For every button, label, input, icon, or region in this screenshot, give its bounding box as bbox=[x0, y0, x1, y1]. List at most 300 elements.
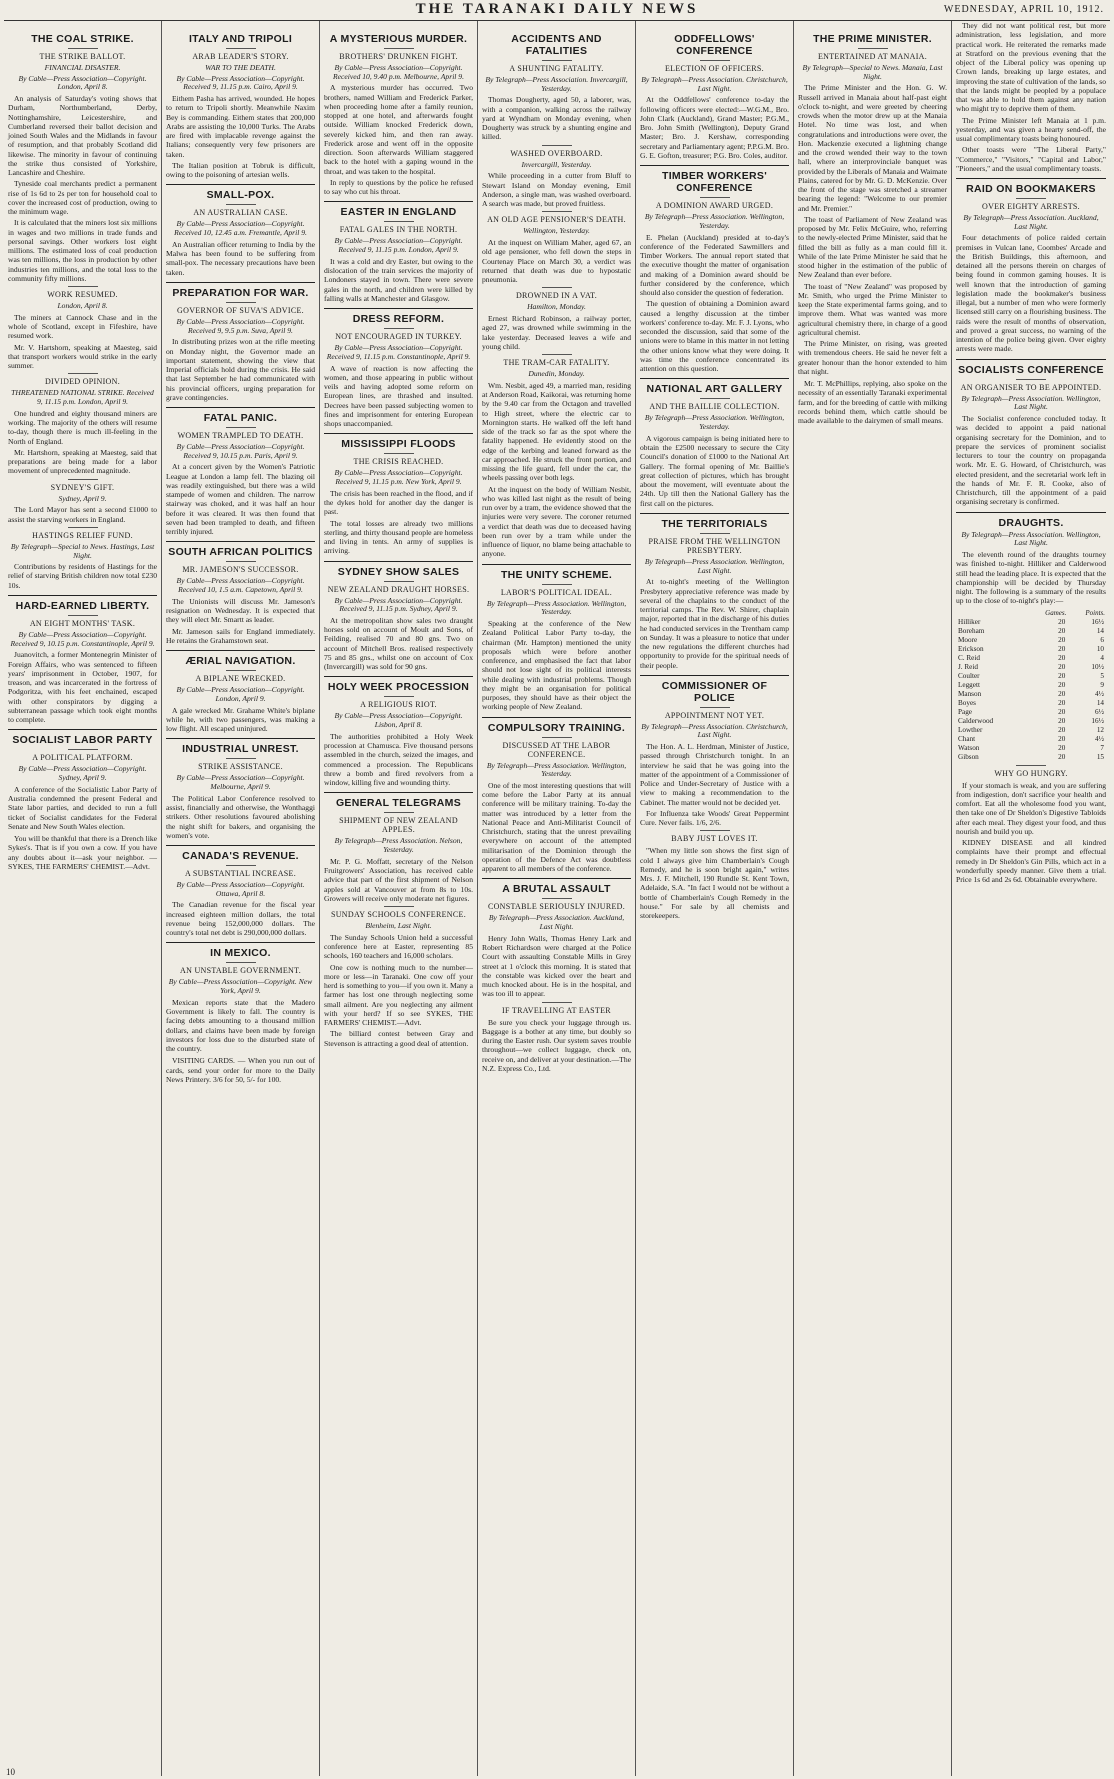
article-dateline: THREATENED NATIONAL STRIKE. Received 9, 11.15 p.m. London, April 9. bbox=[11, 388, 154, 407]
table-cell: 20 bbox=[1058, 680, 1066, 689]
article-dateline: By Telegraph—Press Association. Wellington, Last Night. bbox=[961, 393, 1101, 412]
article-headline: SYDNEY SHOW SALES bbox=[324, 561, 473, 578]
article-paragraph: At to-night's meeting of the Wellington Presbytery appreciative reference was made by several of the chaplains to the conduct of the territorial camps. The Rev. W. Shirer, chaplain major, reported that in the discharge of his duties he had conducted services in the Trentham camp on Sunday. It was a pleasure to notice that under the new regulations the different churches had opportunity to provide for the spiritual needs of their people. bbox=[640, 577, 789, 670]
table-row bbox=[956, 636, 1106, 645]
article-paragraph: You will be thankful that there is a Drench like Sykes's. That is if you own a cow. If you have any doubts about it—ask your neighbor. —SYKES, THE FARMERS' CHEMIST.—Advt. bbox=[8, 834, 157, 871]
table-cell: 4 bbox=[1100, 653, 1104, 662]
table-cell: J. Reid bbox=[958, 662, 978, 671]
table-cell: 20 bbox=[1058, 662, 1066, 671]
table-cell: 16½ bbox=[1091, 716, 1104, 725]
article-dateline: By Cable—Press Association—Copyright. Received 10, 1.5 a.m. Capetown, April 9. bbox=[176, 576, 305, 595]
table-cell: 12 bbox=[1096, 725, 1104, 734]
article-dateline: By Telegraph—Press Association. Auckland, Last Night. bbox=[963, 213, 1099, 231]
table-cell: 15 bbox=[1096, 752, 1104, 761]
table-cell: 10 bbox=[1096, 644, 1104, 653]
article-headline: FATAL PANIC. bbox=[166, 407, 315, 424]
article-dateline: By Cable—Press Association—Copyright. Received 9, 10.15 p.m. Paris, April 9. bbox=[176, 442, 305, 460]
article-headline: ACCIDENTS AND FATALITIES bbox=[511, 33, 602, 57]
table-cell: Chant bbox=[958, 734, 976, 743]
masthead-date: WEDNESDAY, APRIL 10, 1912. bbox=[943, 4, 1104, 15]
article-paragraph: The question of obtaining a Dominion award caused a lengthy discussion at the timber workers' conference to-day. Mr. F. J. Lyons, who seconded the discussion, said that some of the unions were to blame in this matter in not letting the other unions know what they were doing. It was time the conference concentrated its attention on this question. bbox=[640, 299, 789, 374]
article-paragraph: Mr. P. G. Moffatt, secretary of the Nelson Fruitgrowers' Association, has received cable advice that part of the first shipment of Nelson apples sold at Vancouver at from 8s to 10s. Growers will receive only moderate net figures. bbox=[324, 856, 473, 903]
article bbox=[8, 595, 157, 724]
article bbox=[956, 21, 1106, 173]
article bbox=[8, 527, 157, 590]
article bbox=[8, 479, 157, 524]
column-2 bbox=[162, 21, 320, 1776]
article-subheading: A BIPLANE WRECKED. bbox=[166, 670, 315, 683]
table-cell: 16½ bbox=[1091, 617, 1104, 626]
table-row bbox=[956, 699, 1106, 708]
article-paragraph: A vigorous campaign is being initiated here to obtain the £2500 necessary to secure the City Council's donation of £1000 to the National Art Gallery. The formal opening of Mr. Baillie's great collection of pictures, which has brought about the movement, will eventuate about the 24th. Up till then the National Gallery has the first call on the pictures. bbox=[640, 433, 789, 508]
article bbox=[482, 287, 631, 351]
article-dateline: By Cable—Press Association—Copyright. Sydney, April 9. bbox=[18, 764, 147, 783]
article-dateline: Hamilton, Monday. bbox=[527, 302, 586, 312]
article-dateline: By Telegraph—Press Association. Christchurch, Last Night. bbox=[641, 721, 788, 740]
article-paragraph: The toast of Parliament of New Zealand was proposed by Mr. Felix McGuire, who, referring to the newly-elected Prime Minister, said that he filled the bill as fully as a man could fill it. While of the late Prime Minister he said that he stood higher in the estimation of the public of New Zealand than ever before. bbox=[798, 214, 947, 280]
article-headline: INDUSTRIAL UNREST. bbox=[166, 738, 315, 755]
article bbox=[640, 378, 789, 507]
article bbox=[324, 201, 473, 303]
article bbox=[482, 29, 631, 142]
article-subheading: BABY JUST LOVES IT. bbox=[640, 830, 789, 843]
article bbox=[798, 379, 947, 425]
article-subheading: ARAB LEADER'S STORY. bbox=[166, 48, 315, 61]
article-paragraph: The Canadian revenue for the fiscal year increased eighteen million dollars, the total revenue being 152,000,000 dollars. The country's total net debt is 290,000,000 dollars. bbox=[166, 900, 315, 938]
table-cell: 9 bbox=[1100, 680, 1104, 689]
article bbox=[166, 942, 315, 1053]
table-cell: 20 bbox=[1058, 689, 1066, 698]
article-headline: GENERAL TELEGRAMS bbox=[324, 792, 473, 809]
table-cell: Watson bbox=[958, 743, 980, 752]
article-paragraph: The Political Labor Conference resolved to assist, financially and otherwise, the Wonthaggi strikers. Other resolutions favoured abolishing the night shift for bakers, and organising the women's vote. bbox=[166, 793, 315, 840]
article-headline: COMPULSORY TRAINING. bbox=[482, 717, 631, 734]
article-paragraph: E. Phelan (Auckland) presided at to-day's conference of the Federated Sawmillers and Timber Workers. The annual report stated that the executive thought the matter of organisation and making of a Dominion award should be further considered by the conference, which should also consider the question of federation. bbox=[640, 232, 789, 298]
article bbox=[166, 407, 315, 536]
table-cell: 20 bbox=[1058, 725, 1066, 734]
article-paragraph: While proceeding in a cutter from Bluff to Stewart Island on Monday evening, Emil Anderson, a single man, was washed overboard. A search was made, but proved fruitless. bbox=[482, 171, 631, 209]
article-paragraph: They did not want political rest, but more administration, less legislation, and more practical work. He reiterated the remarks made at Stratford on the previous evening that the object of the Liberal policy was opening up Crown lands, breaking up large estates, and improving the state of cultivation of the lands, so that the lands might be peopled by a populace that was able to hold them against any nation who might try to deprive them of them. bbox=[956, 21, 1106, 114]
article bbox=[8, 834, 157, 871]
article-paragraph: "When my little son shows the first sign of cold I always give him Chamberlain's Cough Remedy, and he is soon bright again," writes Mrs. J. F. Mitchell, 190 Rundle St. Kent Town, Adelaide, S.A. "In fact I would not be without a bottle of Chamberlain's Cough Remedy in the house." For sale by all chemists and storekeepers. bbox=[640, 846, 789, 921]
article-subheading: WOMEN TRAMPLED TO DEATH. bbox=[166, 427, 315, 440]
table-header-cell bbox=[956, 608, 1026, 618]
article-paragraph: At the Oddfellows' conference to-day the following officers were elected:—W.G.M., Bro. John Clark (Auckland), Grand Master; P.G.M., Bro. John Smith (Wellington), Deputy Grand Master; Bro. J. Kershaw, corresponding secretary and Parliamentary agent; P.P.G.M. Bro. G. E. Gofton, treasurer; P.G. Bro. Coles, auditor. bbox=[640, 95, 789, 160]
article bbox=[166, 650, 315, 733]
article bbox=[482, 564, 631, 712]
article-dateline: By Telegraph—Special to News. Manaia, Last Night. bbox=[802, 63, 943, 81]
article-subheading: OVER EIGHTY ARRESTS. bbox=[956, 198, 1106, 211]
table-row bbox=[956, 654, 1106, 663]
article-paragraph: Mr. Jameson sails for England immediately. He retains the Grahamstown seat. bbox=[166, 626, 315, 645]
article-headline: A BRUTAL ASSAULT bbox=[482, 878, 631, 895]
table-cell: 20 bbox=[1058, 716, 1066, 725]
article-dateline: By Telegraph—Press Association. Auckland, Last Night. bbox=[488, 913, 625, 932]
article-dateline: London, April 8. bbox=[57, 301, 108, 311]
article-paragraph: The crisis has been reached in the flood, and if the dykes hold for another day the danger is past. bbox=[324, 488, 473, 517]
article-paragraph: VISITING CARDS. — When you run out of cards, send your order for more to the Daily News Printery. 3/6 for 50, 5/- for 100. bbox=[166, 1056, 315, 1084]
table-cell: 20 bbox=[1058, 698, 1066, 707]
article-paragraph: Be sure you check your luggage through us. Baggage is a bother at any time, but doubly so during the Easter rush. Our system saves trouble throughout—we collect luggage, check on, receive on, and deliver at your destination.—The N.Z. Express Co., Ltd. bbox=[482, 1017, 631, 1073]
article-dateline: By Cable—Press Association—Copyright. Received 9, 11.15 p.m. London, April 9. bbox=[334, 236, 463, 255]
article-paragraph: The Socialist conference concluded today. It was decided to appoint a paid national organising secretary for the Dominion, and to prepare the services of prominent socialist lecturers to tour the country on propaganda work. Mr. E. G. Howard, of Christchurch, was elected president, and the secretarial work left in the hands of Mr. F. R. Cooke, also of Christchurch, till the appointment of a paid organising secretary is confirmed. bbox=[956, 414, 1106, 507]
article-subheading: LABOR'S POLITICAL IDEAL. bbox=[482, 584, 631, 597]
article-paragraph: At the inquest on the body of William Nesbit, who was killed last night as the result of being run over by a tram, the evidence showed that the injuries were very severe. The coroner returned a verdict that death was due to deceased having been run over by a tram while under the influence of liquor, no blame being attachable to anyone. bbox=[482, 484, 631, 559]
article-paragraph: Speaking at the conference of the New Zealand Political Labor Party to-day, the chairman (Mr. Hampton) mentioned the unity proposals which were before another conference, and emphasised the fact that labor should not lose sight of its political interests while dealing with industrial problems. Though they might be an organisation for political purposes, they should have as their object the working people of New Zealand. bbox=[482, 619, 631, 712]
article-dateline: Dunedin, Monday. bbox=[528, 369, 585, 379]
article-dateline: Sydney, April 9. bbox=[58, 493, 107, 503]
table-cell: 10½ bbox=[1091, 662, 1104, 671]
article bbox=[8, 286, 157, 370]
article-dateline: By Cable—Press Association—Copyright. New York, April 9. bbox=[168, 977, 313, 996]
article-paragraph: KIDNEY DISEASE and all kindred complaints have their prompt and effectual remedy in Dr Sheldon's Gin Pills, which act in a wonderfully speedy manner. Give them a trial. Price 1s 6d and 2s 6d. Obtainable everywhere. bbox=[956, 838, 1106, 885]
article bbox=[166, 184, 315, 276]
article-headline: HARD-EARNED LIBERTY. bbox=[8, 595, 157, 612]
article bbox=[956, 178, 1106, 354]
article-subheading: AN UNSTABLE GOVERNMENT. bbox=[166, 962, 315, 975]
article bbox=[956, 512, 1106, 762]
table-cell: Moore bbox=[958, 635, 978, 644]
article-paragraph: A gale wrecked Mr. Grahame White's biplane while he, with two passengers, was making a low flight. All escaped uninjured. bbox=[166, 705, 315, 734]
article-paragraph: The authorities prohibited a Holy Week procession at Chamusca. Five thousand persons assembled in the church, seized the images, and commenced a procession. The Republicans threw a bomb and fired revolvers from a window, killing five and wounding thirty. bbox=[324, 731, 473, 788]
article-dateline: By Cable—Press Association—Copyright. London, April 8. bbox=[18, 73, 147, 92]
article-dateline: By Telegraph—Press Association. Wellington, Yesterday. bbox=[644, 212, 785, 230]
article-paragraph: The total losses are already two millions sterling, and thirty thousand people are homeless and living in tents. An army of supplies is arriving. bbox=[324, 518, 473, 556]
table-cell: Erickson bbox=[958, 644, 984, 653]
article-dateline: By Cable—Press Association—Copyright. Received 9, 11.15 p.m. Sydney, April 9. bbox=[334, 595, 463, 614]
article-subheading: STRIKE ASSISTANCE. bbox=[166, 758, 315, 771]
article-paragraph: In reply to questions by the police he refused to say who cut his throat. bbox=[324, 177, 473, 197]
table-row bbox=[956, 681, 1106, 690]
article bbox=[166, 541, 315, 645]
article-paragraph: Mr. Hartshorn, speaking at Maesteg, said that preparations are being made for a labor movement of unprecedented magnitude. bbox=[8, 447, 157, 476]
article bbox=[324, 561, 473, 672]
table-cell: Page bbox=[958, 707, 972, 716]
table-row bbox=[956, 627, 1106, 636]
article-paragraph: The eleventh round of the draughts tourney was finished to-night. Hilliker and Calderwood still head the leading place. It is expected that the championship will be decided by Thursday night. The following is a summary of the results up to the close of to-night's play:— bbox=[956, 550, 1106, 606]
article-headline: PREPARATION FOR WAR. bbox=[166, 282, 315, 299]
article-paragraph: An Australian officer returning to India by the Malwa has been found to be suffering from small-pox. The necessary precautions have been taken. bbox=[166, 239, 315, 277]
table-header-cell: Points. bbox=[1085, 608, 1105, 617]
article-headline: THE COAL STRIKE. bbox=[31, 33, 134, 45]
table-cell: 20 bbox=[1058, 635, 1066, 644]
article-paragraph: Mr. V. Hartshorn, speaking at Maesteg, said that transport workers would strike in the early summer. bbox=[8, 342, 157, 371]
article bbox=[640, 830, 789, 920]
article-subheading: SUNDAY SCHOOLS CONFERENCE. bbox=[324, 906, 473, 919]
article-subheading: A SUBSTANTIAL INCREASE. bbox=[166, 865, 315, 878]
article bbox=[640, 165, 789, 373]
article-paragraph: The Prime Minister left Manaia at 1 p.m. yesterday, and was given a hearty send-off, the usual complimentary toasts being honoured. bbox=[956, 115, 1106, 143]
article-subheading: DROWNED IN A VAT. bbox=[482, 287, 631, 300]
article bbox=[324, 308, 473, 428]
table-row bbox=[956, 618, 1106, 627]
article-subheading: ELECTION OF OFFICERS. bbox=[640, 60, 789, 73]
article-subheading: AN ORGANISER TO BE APPOINTED. bbox=[956, 379, 1106, 392]
article-headline: THE UNITY SCHEME. bbox=[482, 564, 631, 581]
article-subheading: AN OLD AGE PENSIONER'S DEATH. bbox=[482, 211, 631, 224]
article-subheading: DISCUSSED AT THE LABOR CONFERENCE. bbox=[482, 737, 631, 759]
article-dateline: By Telegraph—Press Association. Wellington, Yesterday. bbox=[486, 760, 627, 779]
article-paragraph: An analysis of Saturday's voting shows that Durham, Northumberland, Derby, Nottinghamshire, Leicestershire, and Cumberland reversed their ballot decision and joined South Wales and the Midlands in favour of resumption, and that probably Scotland did likewise. The minority in favour of continuing the strike thus consisted of Yorkshire, Lancashire and Cheshire. bbox=[8, 94, 157, 178]
table-cell: 20 bbox=[1058, 752, 1066, 761]
article-dateline: FINANCIAL DISASTER. bbox=[44, 63, 121, 72]
article-headline: THE TERRITORIALS bbox=[640, 513, 789, 530]
article bbox=[166, 738, 315, 840]
article-paragraph: Wm. Nesbit, aged 49, a married man, residing at Anderson Road, Kaikorai, was returning home by the 9.40 car from the Octagon and travelled to High street, where the electric car to Mornington starts. He walked off the left hand side of the track so far as the spot where the fatality happened. He evidently stood on the edge of the kerbing and leaned forward as the car approached. He struck the front portion, and missing the life guard, fell under the car, the wheels passing over both legs. bbox=[482, 380, 631, 483]
article-paragraph: The Prime Minister, on rising, was greeted with tremendous cheers. He said he never felt a greater honour than the honor extended to him that night. bbox=[798, 339, 947, 376]
article bbox=[166, 29, 315, 179]
article-subheading: IF TRAVELLING AT EASTER bbox=[482, 1002, 631, 1015]
article bbox=[640, 29, 789, 160]
article-paragraph: Juanovitch, a former Montenegrin Minister of Foreign Affairs, who was sentenced to fifteen years' imprisonment in October, 1907, for treason, and was incarcerated in the fortress of Podgoritza, with his feet enchained, escaped with other conspirators by digging a subterranean passage which took eight months to complete. bbox=[8, 650, 157, 725]
column-7 bbox=[952, 21, 1110, 1776]
article-subheading: PRAISE FROM THE WELLINGTON PRESBYTERY. bbox=[640, 533, 789, 555]
article bbox=[166, 1056, 315, 1084]
columns bbox=[4, 21, 1110, 1776]
article-subheading: A SHUNTING FATALITY. bbox=[482, 60, 631, 73]
article-paragraph: In distributing prizes won at the rifle meeting on Monday night, the Governor made an important statement, showing the view that Imperial officials hold during the crisis. He said that last September he had communicated with his provincial officers, urging preparation for grave contingencies. bbox=[166, 337, 315, 402]
article-dateline: By Cable—Press Association—Copyright. Received 10, 12.45 a.m. Fremantle, April 9. bbox=[174, 219, 307, 238]
article-headline: SOCIALISTS CONFERENCE bbox=[956, 359, 1106, 376]
article-paragraph: Other toasts were "The Liberal Party," "Commerce," "Visitors," "Capital and Labor," "Pioneers," and the usual complimentary toasts. bbox=[956, 145, 1106, 173]
article-paragraph: The Prime Minister and the Hon. G. W. Russell arrived in Manaia about half-past eight o'clock to-night, and were greeted by cheering crowds when the motor drew up at the Manaia Hotel. No time was lost, and when congratulations and introductions were over, the Hon. Mackenzie executed a lightning change and the crowd wended their way to the town hall, where an interprovinciale banquet was provided by the Liberals of Manaia and Waimate Plains, catered for by Mr. G. D. McKenzie. Over the front of the stage was stretched a streamer bearing the legend: "Welcome to our premier and Mr. Premier." bbox=[798, 83, 947, 213]
article-paragraph: The toast of "New Zealand" was proposed by Mr. Smith, who urged the Prime Minister to keep the State experimental farms going, and to improve them. What was wanted was more agricultural chemistry there, in charge of a good agricultural chemist. bbox=[798, 281, 947, 337]
table-cell: 14 bbox=[1096, 626, 1104, 635]
article bbox=[482, 145, 631, 209]
table-cell: 6½ bbox=[1095, 707, 1104, 716]
article-paragraph: Four detachments of police raided certain premises in Vulcan lane, Coombes' Arcade and the British Buildings, this afternoon, and detained all the persons therein on charges of being found in common gaming houses. It is well known that the introduction of gaming legislation made the bookmaker's business illegal, but a number of men who were formerly licensed still carry on a flourishing business. The raids were the result of months of observation, and proved a great success, no warning of the intention of the police being given. Over eighty arrests were made. bbox=[956, 233, 1106, 354]
table-row bbox=[956, 726, 1106, 735]
article-paragraph: If your stomach is weak, and you are suffering from indigestion, don't sacrifice your health and comfort. Eat all the wholesome food you want, then take one of Dr Sheldon's Digestive Tabloids after each meal. They digest your food, and thus nourish and build you up. bbox=[956, 780, 1106, 836]
table-cell: 20 bbox=[1058, 626, 1066, 635]
table-cell: 4½ bbox=[1095, 689, 1104, 698]
article-subheading: FATAL GALES IN THE NORTH. bbox=[324, 221, 473, 234]
article-paragraph: It is calculated that the miners lost six millions in wages and two millions in trade funds and personal savings. Other workers lost eight millions. The estimated loss of coal production was ten millions, the loss in production by other industries ten millions, and the total loss to the community fifty millions. bbox=[8, 218, 157, 283]
article-dateline: By Telegraph—Press Association. Wellington, Yesterday. bbox=[486, 598, 627, 617]
article-subheading: AND THE BAILLIE COLLECTION. bbox=[640, 398, 789, 411]
article bbox=[956, 765, 1106, 885]
masthead bbox=[4, 0, 1110, 21]
table-cell: 20 bbox=[1058, 671, 1066, 680]
article-subheading: ENTERTAINED AT MANAIA. bbox=[798, 48, 947, 61]
table-cell: Boyes bbox=[958, 698, 976, 707]
article-subheading: AN AUSTRALIAN CASE. bbox=[166, 204, 315, 217]
table-row bbox=[956, 735, 1106, 744]
article-paragraph: At a concert given by the Women's Patriotic League at London a lamp fell. The blazing oil was readily extinguished, but there was a wild stampede of women and children. The narrow stairway was choked, and it was half an hour before it was cleared. It was then found that seven had been trampled to death, and fifteen terribly injured. bbox=[166, 462, 315, 537]
article-subheading: DIVIDED OPINION. bbox=[8, 373, 157, 386]
draughts-results-table bbox=[956, 608, 1106, 762]
article bbox=[482, 717, 631, 874]
article-subheading: THE CRISIS REACHED. bbox=[324, 453, 473, 466]
article-subheading: A RELIGIOUS RIOT. bbox=[324, 696, 473, 709]
article-dateline: Blenheim, Last Night. bbox=[365, 921, 432, 931]
article bbox=[8, 373, 157, 475]
table-row bbox=[956, 744, 1106, 753]
article-headline: HOLY WEEK PROCESSION bbox=[324, 676, 473, 693]
column-5 bbox=[636, 21, 794, 1776]
article-dateline: By Telegraph—Special to News. Hastings, Last Night. bbox=[10, 541, 155, 560]
table-row bbox=[956, 717, 1106, 726]
table-row bbox=[956, 708, 1106, 717]
article-dateline: By Cable—Press Association—Copyright. Melbourne, April 9. bbox=[176, 773, 305, 792]
article-headline: DRESS REFORM. bbox=[324, 308, 473, 325]
table-cell: Hilliker bbox=[958, 617, 981, 626]
article bbox=[798, 29, 947, 376]
article-paragraph: A conference of the Socialistic Labor Party of Australia condemned the present Federal and State labor parties, and decided to run a full ticket of Socialist candidates for the Federal Senate and New South Wales election. bbox=[8, 784, 157, 831]
table-cell: Coulter bbox=[958, 671, 980, 680]
article bbox=[324, 676, 473, 787]
article-paragraph: One hundred and eighty thousand miners are working. The majority of the others will resume to-day, though there is much ill-feeling in the North of England. bbox=[8, 408, 157, 446]
article-dateline: By Telegraph—Press Association. Christchurch, Last Night. bbox=[641, 75, 788, 93]
article-paragraph: Ernest Richard Robinson, a railway porter, aged 27, was drowned while swimming in the lake yesterday. Deceased leaves a wife and young child. bbox=[482, 314, 631, 351]
article bbox=[324, 433, 473, 555]
table-header-cell: Games. bbox=[1045, 608, 1067, 617]
article-dateline: By Telegraph—Press Association. Wellington, Last Night. bbox=[961, 529, 1101, 548]
article-headline: MISSISSIPPI FLOODS bbox=[324, 433, 473, 450]
article-paragraph: Thomas Dougherty, aged 50, a laborer, was, with a companion, walking across the railway yard at Wyndham on Monday evening, when Dougherty was struck by a shunting engine and killed. bbox=[482, 95, 631, 142]
column-6 bbox=[794, 21, 952, 1776]
column-3 bbox=[320, 21, 478, 1776]
article-dateline: By Cable—Press Association—Copyright. Received 9, 9.5 p.m. Suva, April 9. bbox=[176, 316, 305, 335]
article-dateline: By Cable—Press Association—Copyright. Ottawa, April 8. bbox=[176, 880, 305, 898]
article-subheading: WORK RESUMED. bbox=[8, 286, 157, 299]
article bbox=[324, 29, 473, 196]
article bbox=[324, 906, 473, 1048]
article-paragraph: It was a cold and dry Easter, but owing to the dislocation of the train services the majority of Londoners stayed in town. There were severe gales in the north, and children were killed by falling walls at Manchester and Glasgow. bbox=[324, 256, 473, 303]
article-paragraph: A wave of reaction is now affecting the women, and those appearing in public without veils and having adopted some reform on European lines, are thrashed and insulted. Decrees have been passed subjecting women to fines and imprisonment for entering European shops unaccompanied. bbox=[324, 363, 473, 429]
article bbox=[956, 359, 1106, 507]
article bbox=[640, 513, 789, 670]
table-cell: 20 bbox=[1058, 743, 1066, 752]
article-subheading: SYDNEY'S GIFT. bbox=[8, 479, 157, 492]
article-headline: SOCIALIST LABOR PARTY bbox=[8, 729, 157, 746]
article-headline: ITALY AND TRIPOLI bbox=[188, 33, 293, 45]
article-paragraph: The Sunday Schools Union held a successful conference here at Easter, representing 85 schools, 160 teachers and 16,000 scholars. bbox=[324, 932, 473, 961]
article-dateline: By Telegraph—Press Association. Wellington, Last Night. bbox=[644, 556, 785, 575]
table-cell: 14 bbox=[1096, 698, 1104, 707]
article bbox=[8, 29, 157, 283]
article-dateline: Invercargill, Yesterday. bbox=[521, 159, 592, 169]
table-cell: 20 bbox=[1058, 734, 1066, 743]
article-headline: DRAUGHTS. bbox=[956, 512, 1106, 529]
table-row bbox=[956, 663, 1106, 672]
masthead-title: THE TARANAKI DAILY NEWS bbox=[415, 1, 699, 17]
table-cell: Leggett bbox=[958, 680, 980, 689]
article-dateline: By Telegraph—Press Association. Nelson, Yesterday. bbox=[334, 836, 463, 855]
article-dateline: WAR TO THE DEATH. bbox=[205, 63, 276, 72]
article-dateline: By Cable—Press Association—Copyright. Received 9, 11.15 p.m. New York, April 9. bbox=[334, 468, 463, 487]
article-subheading: AN EIGHT MONTHS' TASK. bbox=[8, 615, 157, 628]
article-subheading: APPOINTMENT NOT YET. bbox=[640, 707, 789, 720]
table-cell: Gibson bbox=[958, 752, 979, 761]
article-dateline: By Cable—Press Association—Copyright. London, April 9. bbox=[176, 685, 305, 703]
article-headline: IN MEXICO. bbox=[166, 942, 315, 959]
article-paragraph: The Unionists will discuss Mr. Jameson's resignation on Wednesday. It is expected that they will elect Mr. Smartt as leader. bbox=[166, 596, 315, 625]
table-cell: Boreham bbox=[958, 626, 985, 635]
article bbox=[8, 729, 157, 831]
table-cell: C. Reid bbox=[958, 653, 980, 662]
article-subheading: NOT ENCOURAGED IN TURKEY. bbox=[324, 328, 473, 341]
table-row bbox=[956, 645, 1106, 654]
table-row bbox=[956, 753, 1106, 762]
article-subheading: HASTINGS RELIEF FUND. bbox=[8, 527, 157, 540]
article bbox=[482, 211, 631, 284]
article-subheading: NEW ZEALAND DRAUGHT HORSES. bbox=[324, 581, 473, 594]
article-subheading: WASHED OVERBOARD. bbox=[482, 145, 631, 158]
article-paragraph: Henry John Walls, Thomas Henry Lark and Robert Richardson were charged at the Police Court with assaulting Constable Mills in Grey street at 1 o'clock this morning. It is stated that the constable was kicked over the heart and much knocked about. He is in the hospital, and was too ill to appear. bbox=[482, 933, 631, 999]
article-paragraph: A mysterious murder has occurred. Two brothers, named William and Frederick Parker, when proceeding home after a family reunion, stopped at one hotel, and afterwards fought outside. William knocked Frederick down, severely kicked him, and then ran away. Frederick arose and went off in the opposite direction. Soon afterwards William staggered back to the hotel with a gaping wound in the throat, and was taken to the hospital. bbox=[324, 83, 473, 176]
article-paragraph: At the inquest on William Maher, aged 67, an old age pensioner, who fell down the steps in Courtenay Place on March 30, a verdict was returned that death was due to hypostatic pneumonia. bbox=[482, 238, 631, 285]
article-dateline: By Telegraph—Press Association. Wellington, Yesterday. bbox=[644, 413, 785, 432]
article-headline: NATIONAL ART GALLERY bbox=[640, 378, 789, 395]
article-subheading: SHIPMENT OF NEW ZEALAND APPLES. bbox=[324, 812, 473, 834]
article-headline: ÆRIAL NAVIGATION. bbox=[166, 650, 315, 667]
table-row bbox=[956, 672, 1106, 681]
article-paragraph: Tyneside coal merchants predict a permanent rise of 1s 6d to 2s per ton for household coal to cover the increased cost of production, owing to the minimum wage. bbox=[8, 179, 157, 217]
table-cell: 20 bbox=[1058, 653, 1066, 662]
article-dateline: By Cable—Press Association—Copyright. Received 9, 11.15 p.m. Constantinople, April 9. bbox=[326, 343, 471, 361]
article-headline: A MYSTERIOUS MURDER. bbox=[329, 33, 468, 45]
table-cell: 20 bbox=[1058, 644, 1066, 653]
article-paragraph: One cow is nothing much to the number—more or less—in Taranaki. One cow off your herd is something to you—if you own it. Many a farmer has lost one through neglecting some small ailment. Are you neglecting any ailment with your herd? If so see SYKES, THE FARMERS' CHEMIST.—Advt. bbox=[324, 962, 473, 1028]
table-cell: 6 bbox=[1100, 635, 1104, 644]
article-dateline: By Cable—Press Association—Copyright. Received 9, 11.15 p.m. Cairo, April 9. bbox=[176, 73, 305, 92]
table-cell: Calderwood bbox=[958, 716, 994, 725]
article-headline: TIMBER WORKERS' CONFERENCE bbox=[640, 165, 789, 194]
article bbox=[482, 1002, 631, 1074]
article-subheading: GOVERNOR OF SUVA'S ADVICE. bbox=[166, 302, 315, 315]
article-subheading: THE STRIKE BALLOT. bbox=[8, 48, 157, 61]
table-cell: Lowther bbox=[958, 725, 983, 734]
article-dateline: By Telegraph—Press Association. Invercargill, Yesterday. bbox=[485, 75, 628, 93]
article-paragraph: Contributions by residents of Hastings for the relief of starving British children now total £230 10s. bbox=[8, 562, 157, 590]
article-headline: CANADA'S REVENUE. bbox=[166, 845, 315, 862]
article-paragraph: The Lord Mayor has sent a second £1000 to assist the starving workers in England. bbox=[8, 505, 157, 524]
article bbox=[640, 675, 789, 828]
article-subheading: THE TRAM-CAR FATALITY. bbox=[482, 354, 631, 367]
article-paragraph: The billiard contest between Gray and Stevenson is attracting a good deal of attention. bbox=[324, 1029, 473, 1048]
article-paragraph: Mr. T. McPhillips, replying, also spoke on the necessity of an essentially Taranaki experimental farm, and for the breeding of cattle with milking records behind them, which cattle should be made available to the dairymen of small means. bbox=[798, 379, 947, 426]
article bbox=[482, 354, 631, 558]
table-row bbox=[956, 690, 1106, 699]
article-paragraph: At the metropolitan show sales two draught horses sold on account of Moult and Sons, of Feilding, realised 70 and 80 gns. Two on account of Mitchell Bros. realised respectively 75 and 85 gns., whilst one on account of Cox (Invercargill) was sold for 90 gns. bbox=[324, 615, 473, 672]
article-subheading: WHY GO HUNGRY. bbox=[956, 765, 1106, 778]
article bbox=[166, 845, 315, 937]
article-subheading: BROTHERS' DRUNKEN FIGHT. bbox=[324, 48, 473, 61]
article-dateline: By Cable—Press Association—Copyright. Received 10, 9.40 p.m. Melbourne, April 9. bbox=[332, 63, 465, 81]
article-paragraph: One of the most interesting questions that will come before the Labor Party at its annual conference will be military training. To-day the matter was introduced by a letter from the National Peace and Anti-Militarist Council of Christchurch, stating that the unrest prevailing everywhere on account of the attempted militarisation of the Dominion through the operation of the Defence Act was doubtless apparent to all members of the conference. bbox=[482, 780, 631, 874]
article-headline: EASTER IN ENGLAND bbox=[324, 201, 473, 218]
article-dateline: Wellington, Yesterday. bbox=[523, 226, 590, 236]
article-paragraph: Eithem Pasha has arrived, wounded. He hopes to return to Tripoli shortly. Meanwhile Naxim Bey is commanding. Eithem states that 200,000 Arabs are assisting the 10,000 Turks. The Arabs are fired with implacable revenge against the Italians; consequently very few prisoners are taken. bbox=[166, 94, 315, 159]
table-cell: Manson bbox=[958, 689, 982, 698]
article-headline: SMALL-POX. bbox=[166, 184, 315, 201]
article-subheading: A POLITICAL PLATFORM. bbox=[8, 749, 157, 762]
article bbox=[324, 792, 473, 903]
column-1 bbox=[4, 21, 162, 1776]
table-cell: 5 bbox=[1100, 671, 1104, 680]
article-headline: SOUTH AFRICAN POLITICS bbox=[166, 541, 315, 558]
article-headline: COMMISSIONER OF POLICE bbox=[640, 675, 789, 704]
table-cell: 7 bbox=[1100, 743, 1104, 752]
article-paragraph: The miners at Cannock Chase and in the whole of Scotland, except in Fifeshire, have resumed work. bbox=[8, 312, 157, 341]
article-subheading: A DOMINION AWARD URGED. bbox=[640, 197, 789, 210]
article-headline: RAID ON BOOKMAKERS bbox=[956, 178, 1106, 195]
column-4 bbox=[478, 21, 636, 1776]
table-cell: 20 bbox=[1058, 707, 1066, 716]
table-cell: 20 bbox=[1058, 617, 1066, 626]
article bbox=[166, 282, 315, 402]
